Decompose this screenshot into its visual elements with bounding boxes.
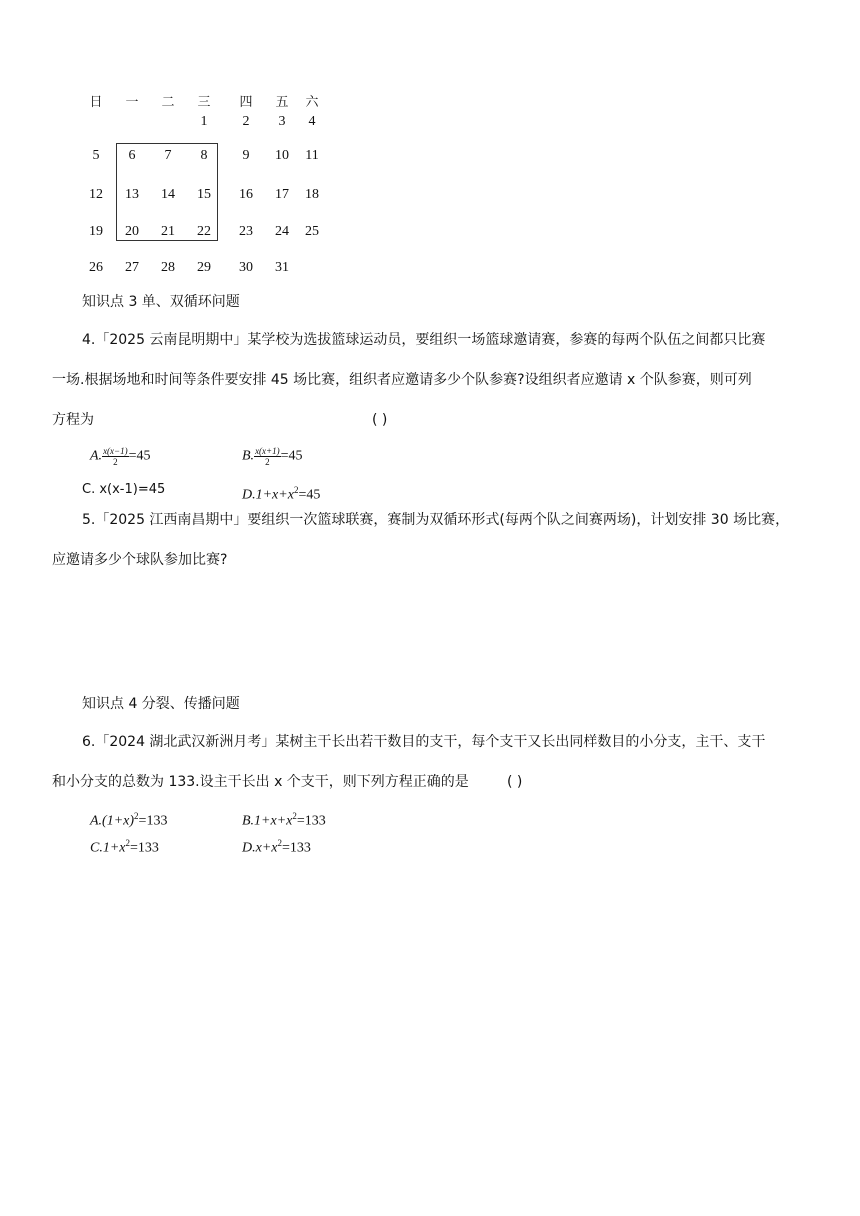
calendar-day: 16 [239, 187, 253, 202]
fraction [254, 446, 281, 467]
calendar-day: 18 [305, 187, 319, 202]
question-6-line-1: 6.「2024 湖北武汉新洲月考」某树主干长出若干数目的支干，每个支干又长出同样数目的小分支，主干、支干 [82, 734, 766, 750]
calendar-day: 19 [89, 224, 103, 239]
answer-bracket: ( ) [507, 774, 523, 790]
option-value: =133 [130, 840, 159, 856]
question-6-line-2: 和小分支的总数为 133.设主干长出 x 个支干，则下列方程正确的是 [52, 774, 469, 790]
calendar-day: 13 [125, 187, 139, 202]
superscript: 2 [134, 811, 139, 821]
calendar-day: 3 [278, 114, 286, 129]
option-text: D.1+x+x [242, 487, 294, 503]
fraction-numerator: x(x−1) [103, 446, 128, 456]
calendar-header: 六 [305, 95, 319, 110]
calendar-day: 7 [164, 148, 172, 163]
calendar-day: 24 [275, 224, 289, 239]
question-4-line-2: 一场.根据场地和时间等条件要安排 45 场比赛，组织者应邀请多少个队参赛?设组织者应邀请 x 个队参赛，则可列 [52, 372, 752, 388]
superscript: 2 [292, 811, 297, 821]
calendar-day: 4 [308, 114, 316, 129]
calendar-header: 一 [125, 95, 139, 110]
calendar-day: 12 [89, 187, 103, 202]
option-value: =45 [298, 487, 321, 503]
calendar-day: 20 [125, 224, 139, 239]
option-text: C.1+x [90, 840, 126, 856]
calendar-day: 30 [239, 260, 253, 275]
calendar-day: 31 [275, 260, 289, 275]
section-title: 知识点 3 单、双循环问题 [82, 294, 240, 310]
option-c: C. x(x-1)=45 [82, 482, 166, 497]
calendar [0, 0, 340, 290]
fraction-denominator: 2 [113, 457, 118, 467]
calendar-day: 5 [92, 148, 100, 163]
calendar-day: 15 [197, 187, 211, 202]
section-title: 知识点 4 分裂、传播问题 [82, 696, 240, 712]
option-value: =133 [282, 840, 311, 856]
calendar-day: 22 [197, 224, 211, 239]
fraction-denominator: 2 [265, 457, 270, 467]
question-5-line-1: 5.「2025 江西南昌期中」要组织一次篮球联赛，赛制为双循环形式(每两个队之间赛两场)，计划安排 30 场比赛， [82, 512, 790, 528]
option-text: A.(1+x) [90, 813, 135, 829]
option-value: =133 [138, 813, 168, 829]
calendar-day: 6 [128, 148, 136, 163]
fraction [102, 446, 129, 467]
superscript: 2 [125, 838, 130, 848]
calendar-day: 25 [305, 224, 319, 239]
calendar-day: 17 [275, 187, 289, 202]
calendar-day: 8 [200, 148, 208, 163]
calendar-day: 21 [161, 224, 175, 239]
calendar-day: 23 [239, 224, 253, 239]
calendar-day: 9 [242, 148, 250, 163]
option-label: B. [242, 448, 255, 464]
calendar-day: 29 [197, 260, 211, 275]
option-text: B.1+x+x [242, 813, 293, 829]
question-4-line-1: 4.「2025 云南昆明期中」某学校为选拔篮球运动员，要组织一场篮球邀请赛，参赛的每两个队伍之间都只比赛 [82, 332, 766, 348]
calendar-header: 四 [239, 95, 253, 110]
calendar-header: 日 [89, 95, 103, 110]
option-a [90, 807, 167, 831]
answer-bracket: ( ) [372, 412, 388, 428]
option-c [90, 834, 159, 858]
calendar-header: 二 [161, 95, 175, 110]
calendar-day: 14 [161, 187, 175, 202]
calendar-day: 2 [242, 114, 250, 129]
option-b [242, 807, 326, 831]
calendar-day: 1 [200, 114, 208, 129]
question-5-line-2: 应邀请多少个球队参加比赛? [52, 552, 228, 568]
calendar-day: 28 [161, 260, 175, 275]
option-value: =133 [296, 813, 326, 829]
calendar-day: 27 [125, 260, 139, 275]
option-a [90, 446, 151, 467]
fraction-numerator: x(x+1) [255, 446, 280, 456]
option-text: D.x+x [242, 840, 278, 856]
question-4-line-3: 方程为 [52, 412, 94, 428]
calendar-day: 11 [305, 148, 319, 163]
option-value: =45 [280, 448, 303, 464]
calendar-day: 26 [89, 260, 103, 275]
calendar-header: 三 [197, 95, 211, 110]
option-b [242, 446, 303, 467]
calendar-header: 五 [275, 95, 289, 110]
superscript: 2 [293, 485, 299, 495]
option-d [242, 834, 311, 858]
option-label: A. [90, 448, 103, 464]
calendar-day: 10 [275, 148, 289, 163]
option-value: =45 [128, 448, 151, 464]
superscript: 2 [277, 838, 282, 848]
option-d [242, 481, 320, 505]
